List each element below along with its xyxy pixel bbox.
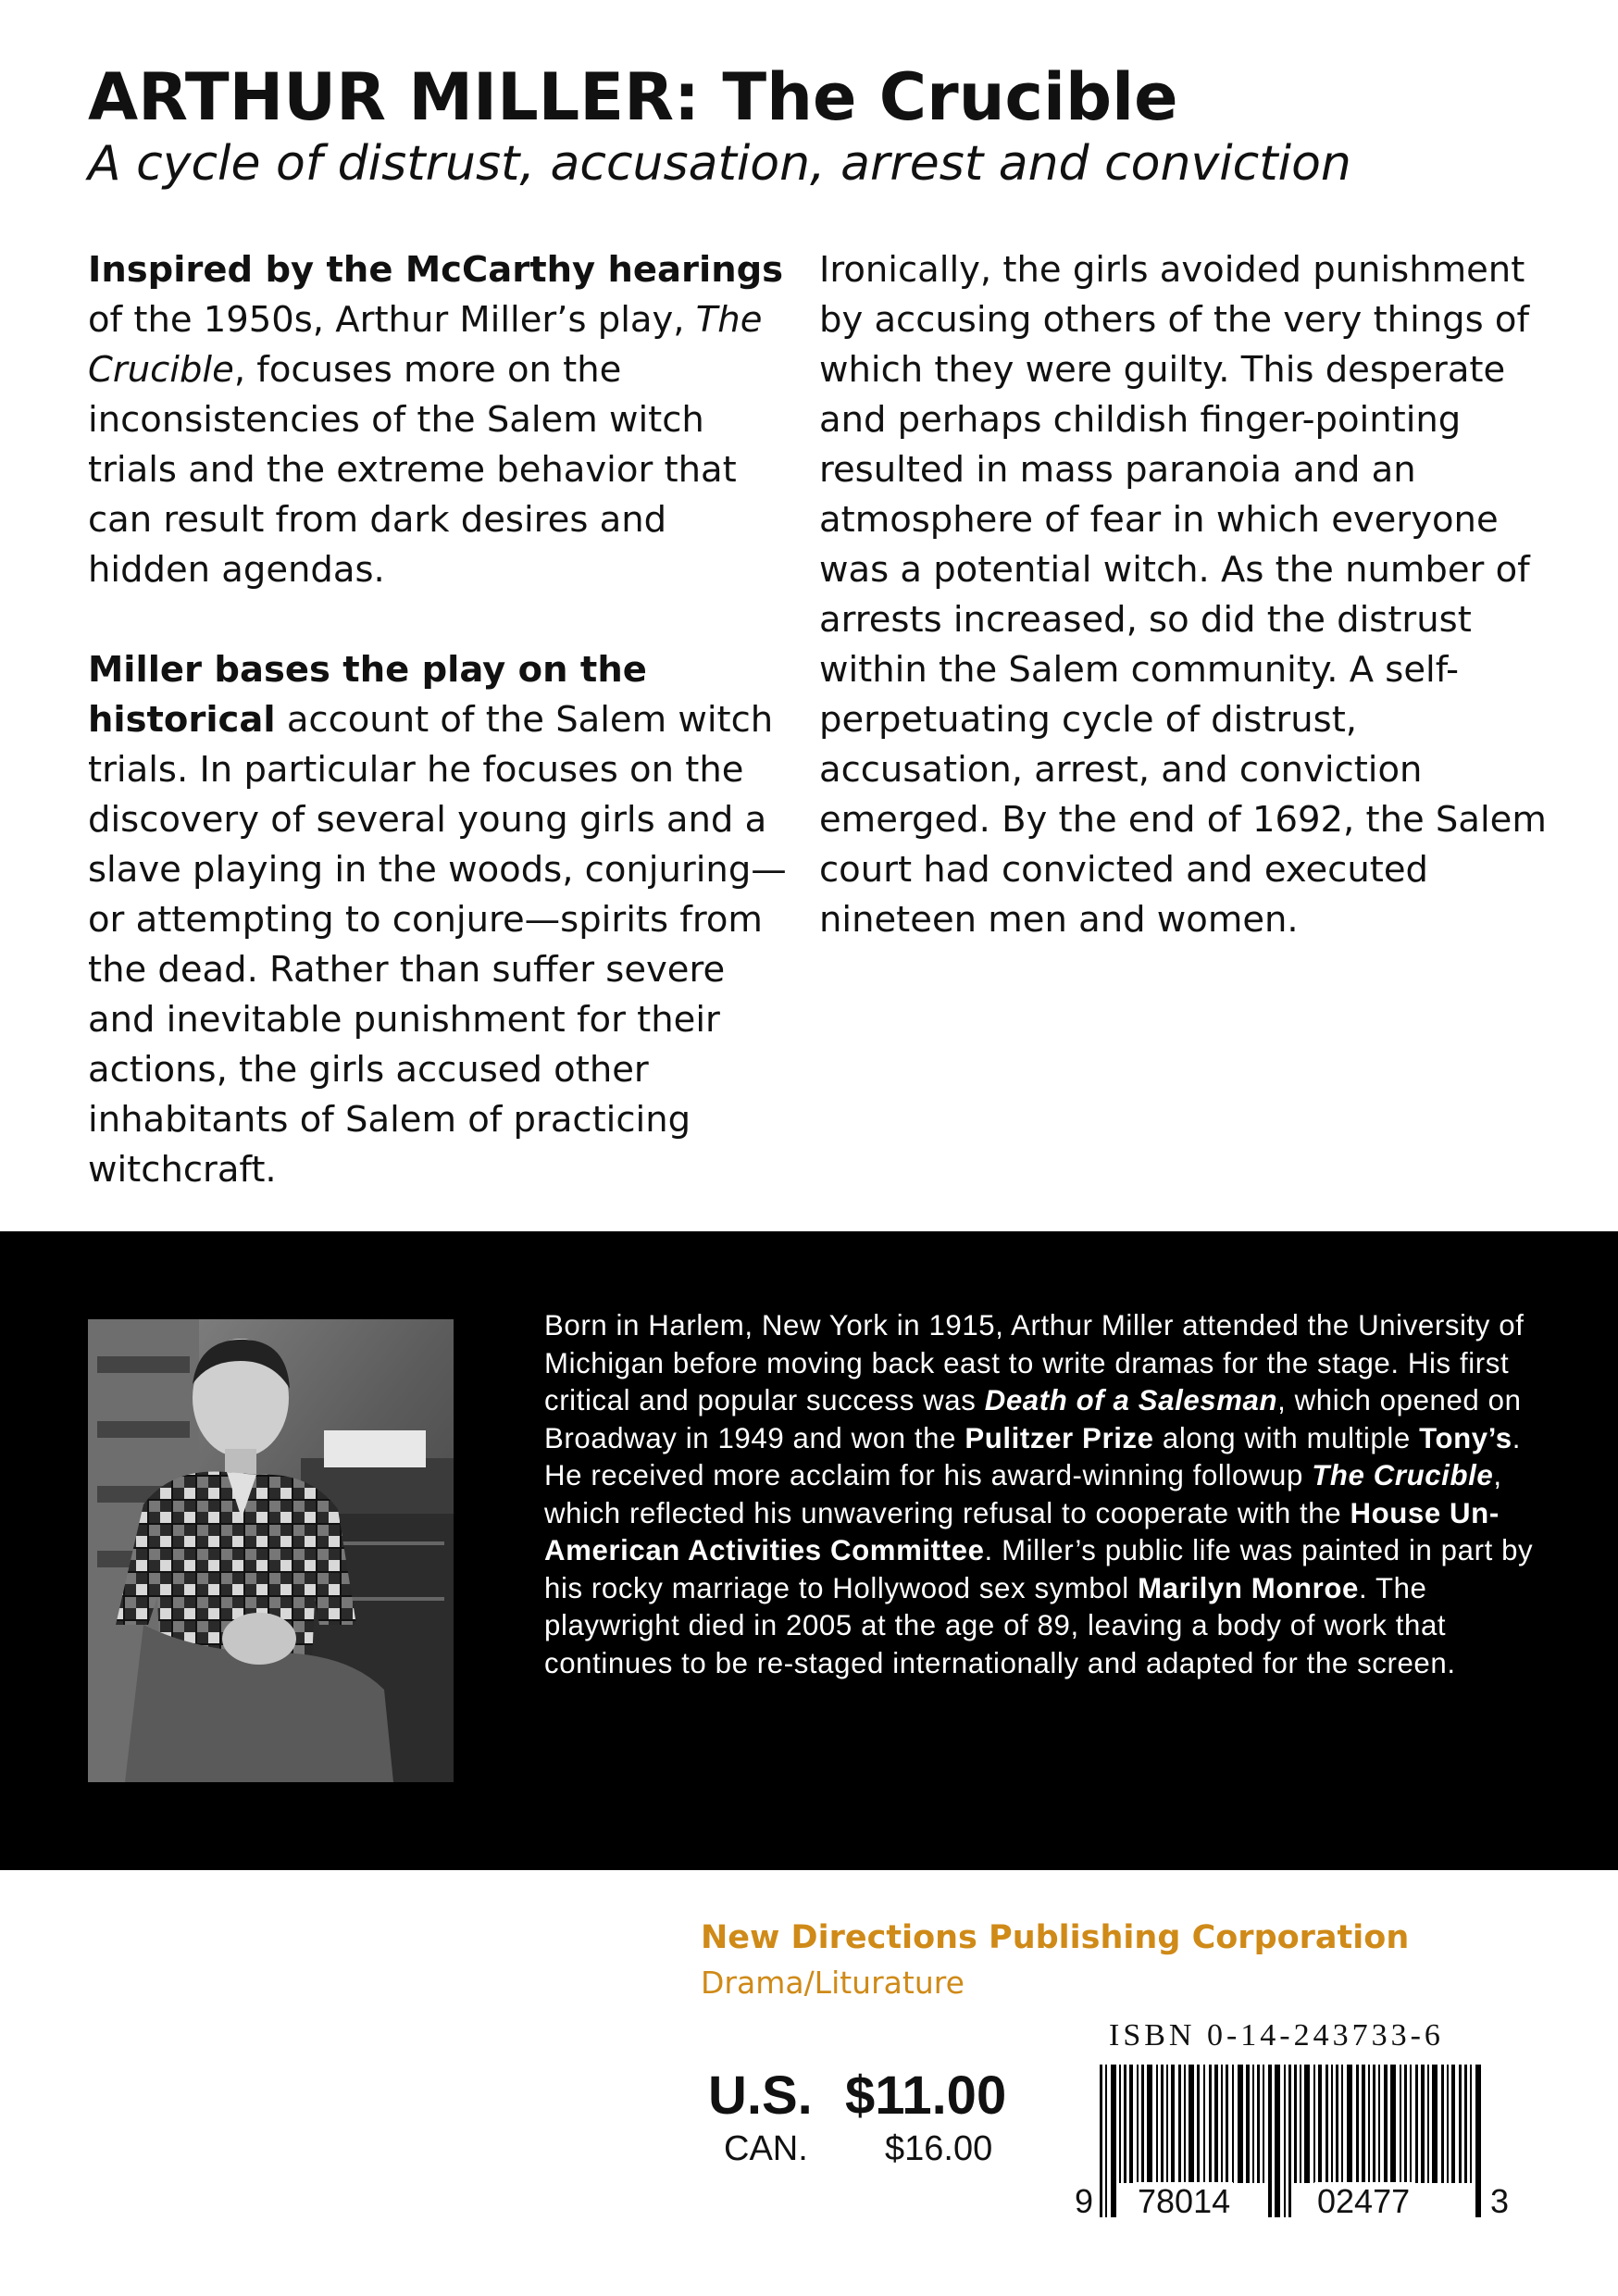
paragraph-text: account of the Salem witch trials. In particular he focuses on the discovery of several young girls and a slave playing in the woods, conjuring—or attempting to conjure—spirits from the dead. Rather than suffer severe and inevitable punishment for their actions, the girls accused other inhabitants of Salem of practicing witchcraft.	[88, 699, 787, 1191]
barcode-bar	[1178, 2065, 1181, 2183]
barcode-bar	[1137, 2065, 1139, 2183]
price-can-label: CAN.	[724, 2129, 808, 2168]
synopsis-paragraph-2	[88, 645, 796, 1195]
price-us	[708, 2065, 1006, 2127]
barcode-bar	[1313, 2065, 1315, 2183]
barcode-bar	[1432, 2065, 1438, 2183]
bio-text: . He received more acclaim for his award-winning followup	[544, 1421, 1522, 1491]
barcode-bar	[1156, 2065, 1158, 2183]
barcode-bar	[1441, 2065, 1444, 2183]
barcode-bar	[1221, 2065, 1223, 2183]
barcode-bar	[1189, 2065, 1194, 2183]
paragraph-text: , focuses more on the inconsistencies of the Salem witch trials and the extreme behavior that can result from dark desires and hidden agendas.	[88, 349, 737, 591]
barcode-bar	[1384, 2065, 1388, 2183]
barcode-bar	[1197, 2065, 1200, 2183]
barcode-bar	[1459, 2065, 1462, 2183]
barcode-bar	[1263, 2065, 1264, 2183]
genre-label: Drama/Liturature	[701, 1965, 965, 2001]
barcode-bar	[1119, 2065, 1121, 2183]
bio-text: along with multiple	[1153, 1421, 1420, 1454]
barcode-bar	[1166, 2065, 1168, 2183]
barcode-bar	[1294, 2065, 1297, 2183]
price-can-value: $16.00	[885, 2129, 993, 2168]
paragraph-text: Ironically, the girls avoided punishment by accusing others of the very things of which they were guilty. This desperate and perhaps childish finger-pointing resulted in mass paranoia and an atmosphere of fear in which everyone was a potential witch. As the number of arrests increased, so did the distrust within the Salem community. A self-perpetuating cycle of distrust, accusation, arrest, and conviction emerged. By the end of 1692, the Salem court had convicted and executed nineteen men and women.	[819, 249, 1547, 941]
barcode-bar	[1470, 2065, 1472, 2183]
paragraph-lead: Inspired by the McCarthy hearings	[88, 249, 784, 291]
bio-text: , which reflected his unwavering refusal to cooperate with the	[544, 1459, 1502, 1529]
barcode-bar	[1347, 2065, 1352, 2183]
barcode-bar	[1252, 2065, 1254, 2183]
barcode-bar	[1390, 2065, 1396, 2183]
barcode-bar	[1304, 2065, 1310, 2183]
barcode-bar	[1161, 2065, 1164, 2183]
author-portrait-photo	[88, 1319, 454, 1782]
bio-emphasis: The Crucible	[1312, 1459, 1494, 1491]
barcode-bar	[1415, 2065, 1418, 2183]
synopsis-left-column	[88, 245, 796, 1245]
bio-text: . Miller’s public life was painted in part by his rocky marriage to Hollywood sex symbol	[544, 1534, 1534, 1604]
author-bio-text	[544, 1307, 1544, 1682]
price-can	[724, 2129, 992, 2169]
synopsis-right-column	[819, 245, 1550, 995]
barcode-bar	[1404, 2065, 1407, 2183]
barcode-bar	[1226, 2065, 1228, 2183]
barcode-bar	[1378, 2065, 1380, 2183]
barcode-bar	[1203, 2065, 1205, 2183]
barcode-bar	[1232, 2065, 1234, 2183]
barcode-bar	[1368, 2065, 1370, 2183]
barcode-bar	[1447, 2065, 1449, 2183]
barcode-bar	[1331, 2065, 1333, 2183]
synopsis-paragraph-1	[88, 245, 796, 595]
barcode-bar	[1171, 2065, 1175, 2183]
barcode-bar	[1214, 2065, 1218, 2183]
barcode-digit-group: 3	[1487, 2182, 1512, 2221]
barcode-bar	[1209, 2065, 1212, 2183]
barcode-bar	[1451, 2065, 1455, 2183]
barcode-bar	[1421, 2065, 1425, 2183]
barcode-bar	[1257, 2065, 1260, 2183]
bio-emphasis: Death of a Salesman	[984, 1384, 1278, 1416]
bio-text: , which opened on Broadway in 1949 and won the	[544, 1384, 1522, 1454]
barcode-bar	[1300, 2065, 1301, 2183]
barcode-bar	[1124, 2065, 1126, 2183]
bio-emphasis: Tony’s	[1419, 1421, 1512, 1454]
book-title: ARTHUR MILLER: The Crucible	[88, 59, 1178, 135]
photo-illustration	[88, 1319, 454, 1782]
barcode-bar	[1147, 2065, 1152, 2183]
barcode-bar	[1362, 2065, 1365, 2183]
barcode-bar	[1129, 2065, 1133, 2183]
barcode-bar	[1184, 2065, 1186, 2183]
barcode-bar	[1341, 2065, 1343, 2183]
barcode-bar	[1373, 2065, 1375, 2183]
bio-text: . The playwright died in 2005 at the age of 89, leaving a body of work that continues to be re-staged internationally and adapted for the screen.	[544, 1571, 1456, 1679]
barcode-bar	[1410, 2065, 1412, 2183]
barcode-bar	[1336, 2065, 1338, 2183]
barcode-bar	[1246, 2065, 1250, 2183]
barcode-bar	[1427, 2065, 1429, 2183]
barcode-bar	[1141, 2065, 1144, 2183]
barcode-bar	[1400, 2065, 1401, 2183]
paragraph-text: of the 1950s, Arthur Miller’s play,	[88, 299, 685, 341]
publisher-name: New Directions Publishing Corporation	[701, 1919, 1410, 1956]
price-us-label: U.S.	[708, 2065, 813, 2126]
barcode-bar	[1464, 2065, 1467, 2183]
bio-emphasis: Marilyn Monroe	[1138, 1571, 1359, 1604]
barcode-bar	[1318, 2065, 1322, 2183]
barcode-digits	[1072, 2182, 1512, 2228]
barcode-digit-group: 02477	[1314, 2182, 1413, 2221]
barcode-digit-group: 9	[1072, 2182, 1096, 2221]
barcode-digit-group: 78014	[1135, 2182, 1233, 2221]
barcode-bar	[1326, 2065, 1328, 2183]
play-title: The Crucible	[88, 299, 763, 391]
price-us-value: $11.00	[845, 2065, 1007, 2126]
isbn-number: ISBN 0-14-243733-6	[1109, 2018, 1444, 2053]
bio-emphasis: Pulitzer Prize	[965, 1421, 1154, 1454]
bio-emphasis: House Un-American Activities Committee	[544, 1496, 1500, 1566]
book-subtitle: A cycle of distrust, accusation, arrest and conviction	[88, 136, 1351, 192]
synopsis-paragraph-3	[819, 245, 1550, 945]
barcode-bar	[1356, 2065, 1359, 2183]
barcode-bar	[1238, 2065, 1243, 2183]
paragraph-lead: Miller bases the play on the historical	[88, 649, 647, 741]
bio-text: Born in Harlem, New York in 1915, Arthur Miller attended the University of Michigan before moving back east to write dramas for the stage. His first critical and popular success was	[544, 1309, 1525, 1416]
